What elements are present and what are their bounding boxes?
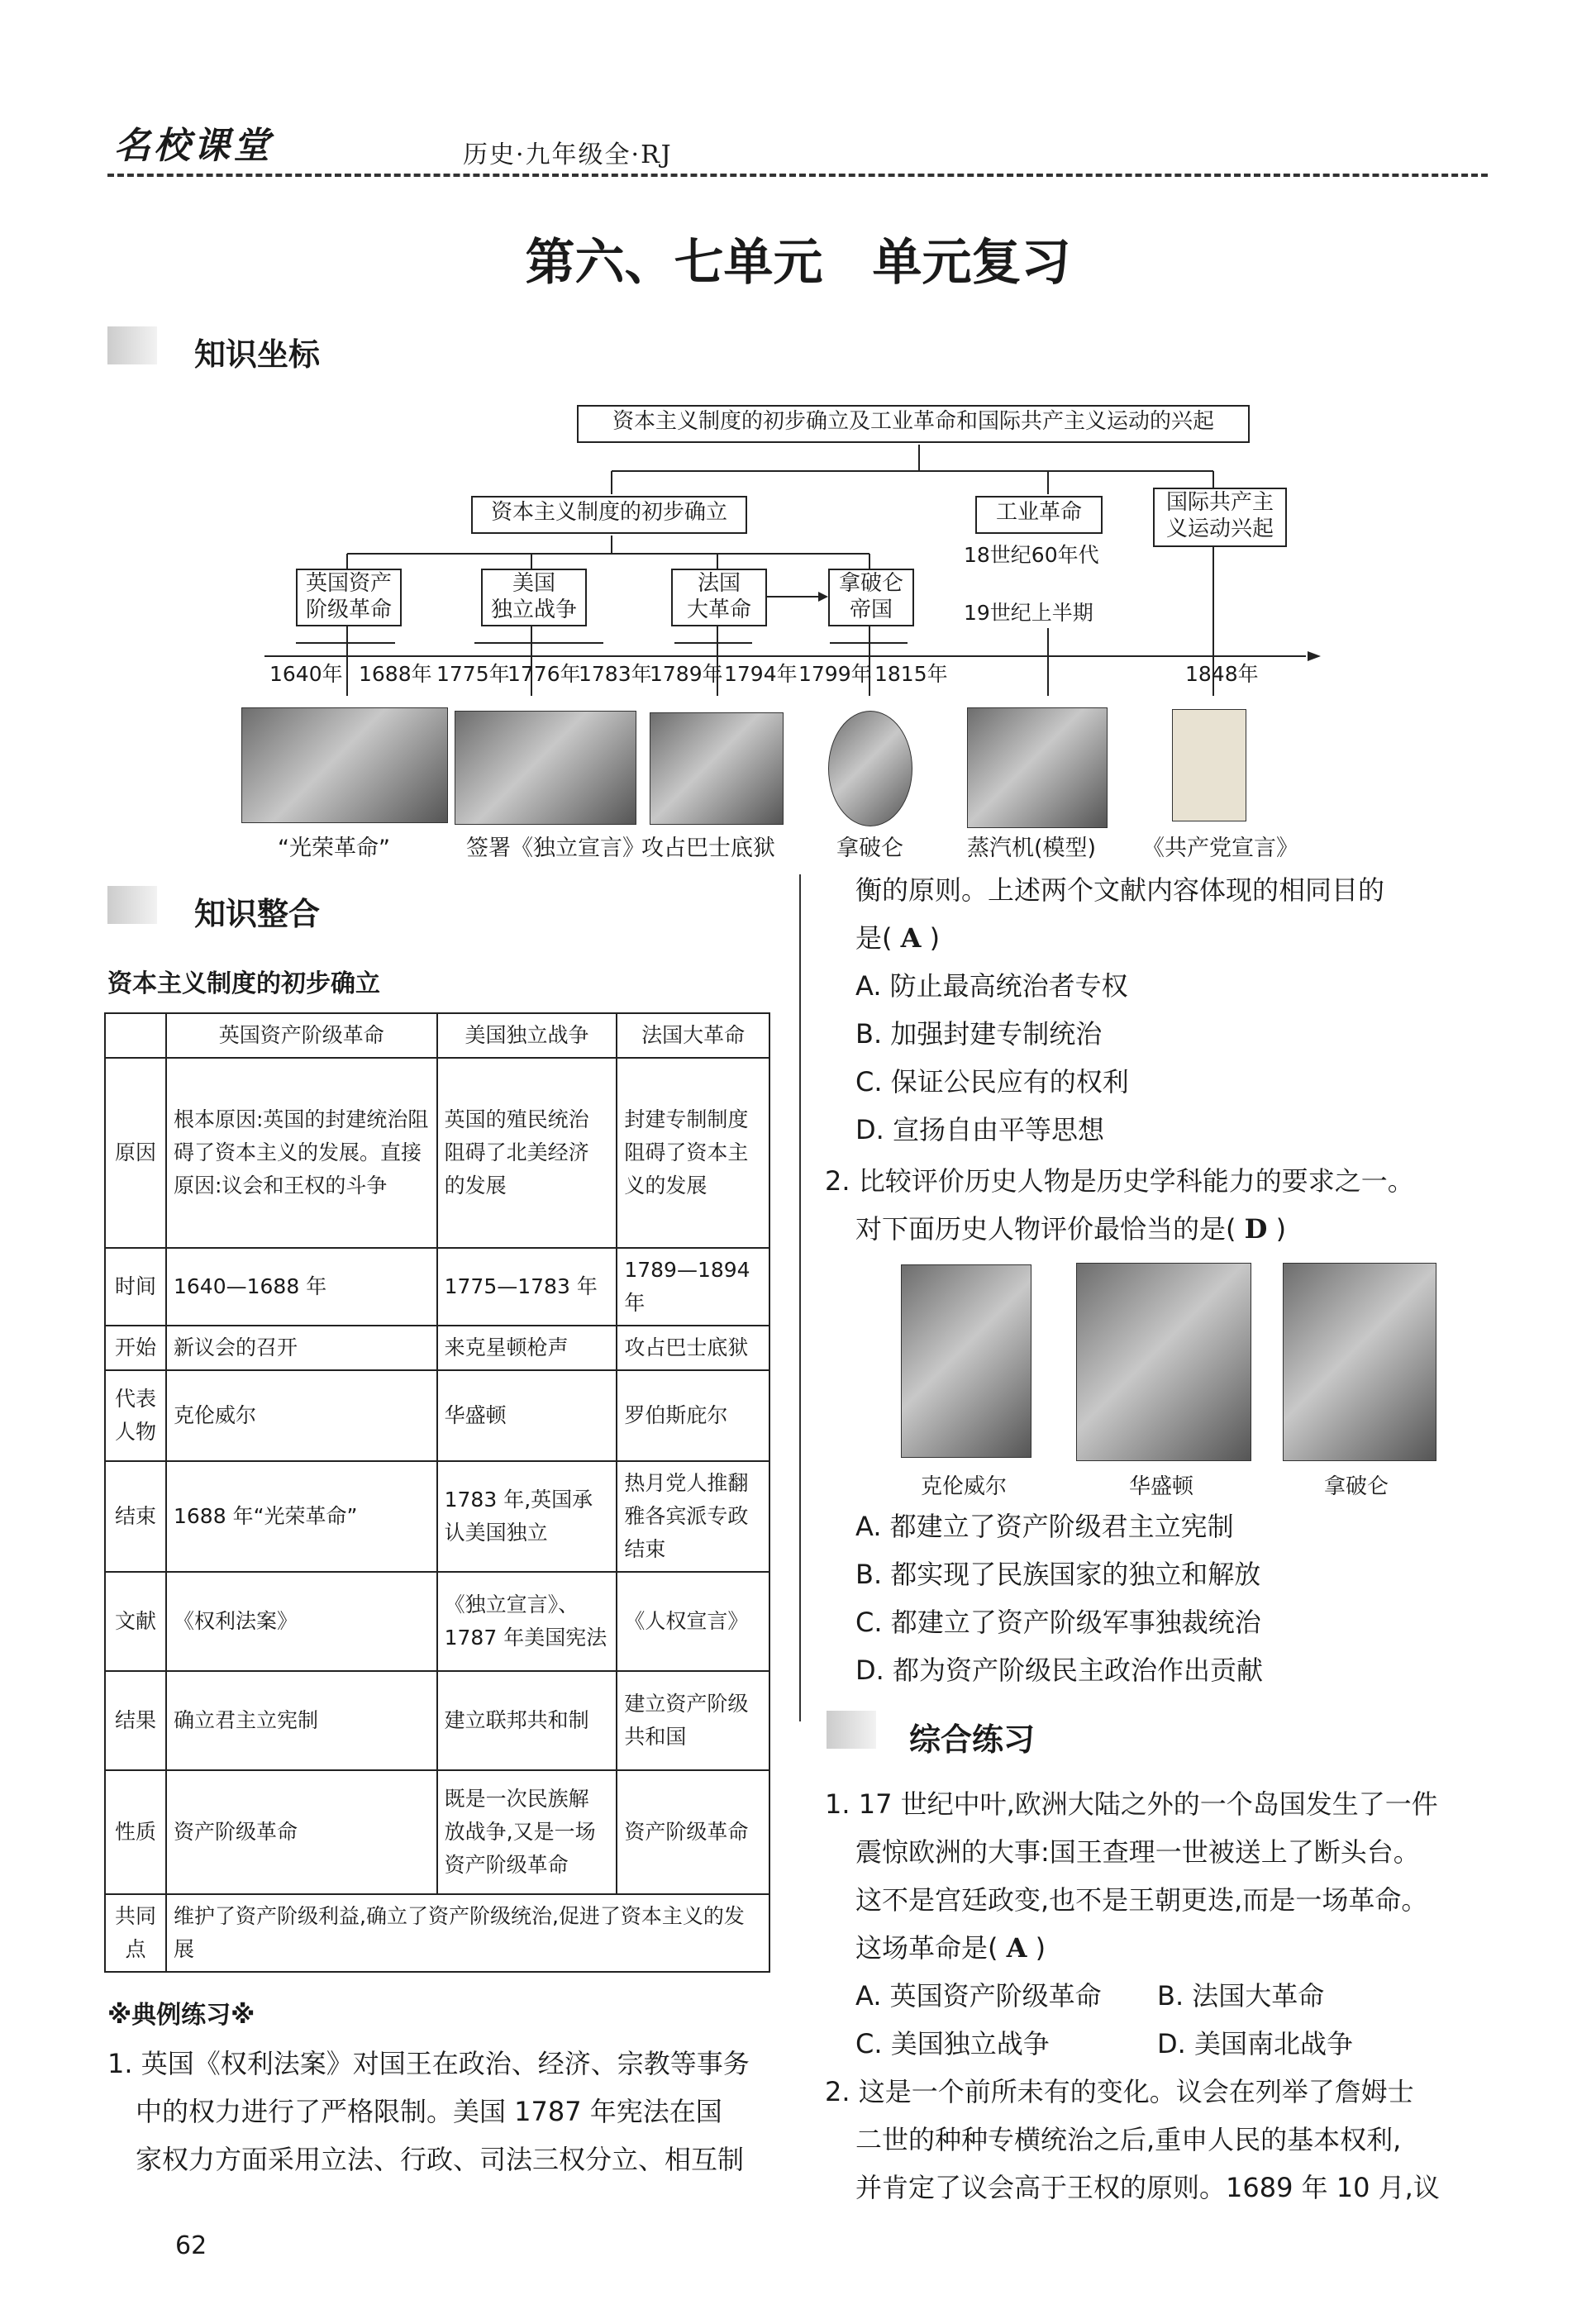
table-cell: 1783 年,英国承认美国独立	[437, 1461, 617, 1572]
q1-option: B. 加强封建专制统治	[855, 1018, 1103, 1050]
declaration-signing-image	[455, 711, 636, 825]
column-divider	[799, 874, 801, 1721]
diagram-leaf-napoleon	[828, 569, 914, 626]
year-label: 1799年	[798, 662, 872, 686]
p1-line: 震惊欧洲的大事:国王查理一世被送上了断头台。	[855, 1836, 1420, 1868]
q1-option: A. 防止最高统治者专权	[855, 970, 1128, 1002]
table-cell: 资产阶级革命	[166, 1770, 437, 1894]
table-heading: 资本主义制度的初步确立	[107, 969, 380, 998]
glorious-revolution-image	[241, 707, 448, 823]
header-subject: 历史·九年级全·RJ	[463, 140, 673, 169]
cromwell-portrait	[901, 1264, 1031, 1458]
row-label: 原因	[105, 1058, 166, 1248]
table-cell: 攻占巴士底狱	[617, 1326, 769, 1370]
comparison-table	[104, 1012, 770, 1973]
row-label: 开始	[105, 1326, 166, 1370]
table-cell: 封建专制制度阻碍了资本主义的发展	[617, 1058, 769, 1248]
portrait-caption: 拿破仑	[1324, 1474, 1389, 1499]
table-cell: 资产阶级革命	[617, 1770, 769, 1894]
table-cell: 来克星顿枪声	[437, 1326, 617, 1370]
table-cell: 罗伯斯庇尔	[617, 1370, 769, 1461]
knowledge-diagram	[0, 0, 1596, 727]
q2-option: C. 都建立了资产阶级军事独裁统治	[855, 1607, 1261, 1638]
napoleon-image	[828, 711, 912, 826]
table-cell: 《权利法案》	[166, 1572, 437, 1671]
table-cell: 华盛顿	[437, 1370, 617, 1461]
row-label: 文献	[105, 1572, 166, 1671]
year-label: 1794年	[724, 662, 798, 686]
washington-portrait	[1076, 1263, 1251, 1461]
diagram-root: 资本主义制度的初步确立及工业革命和国际共产主义运动的兴起	[577, 405, 1250, 443]
q2-answer: D	[1244, 1213, 1268, 1245]
page-title: 第六、七单元 单元复习	[525, 234, 1071, 292]
bastille-image	[650, 712, 784, 825]
p1-option: C. 美国独立战争	[855, 2028, 1050, 2059]
table-cell: 1688 年“光荣革命”	[166, 1461, 437, 1572]
row-label: 结果	[105, 1671, 166, 1770]
caption: “光荣革命”	[278, 836, 390, 861]
section-mark-icon	[827, 1711, 876, 1749]
q2-stem: 对下面历史人物评价最恰当的是(	[855, 1213, 1236, 1245]
caption: 蒸汽机(模型)	[967, 836, 1097, 861]
p1-line: 1. 17 世纪中叶,欧洲大陆之外的一个岛国发生了一件	[825, 1788, 1438, 1820]
row-label: 性质	[105, 1770, 166, 1894]
portrait-caption: 华盛顿	[1129, 1474, 1194, 1499]
column-header: 法国大革命	[617, 1013, 769, 1058]
p1-option: B. 法国大革命	[1157, 1980, 1325, 2012]
p1-option: A. 英国资产阶级革命	[855, 1980, 1102, 2012]
year-label: 1783年	[579, 662, 652, 686]
industrial-note-2: 19世纪上半期	[964, 601, 1093, 625]
diagram-leaf-england	[296, 569, 402, 626]
table-cell: 热月党人推翻雅各宾派专政结束	[617, 1461, 769, 1572]
caption: 拿破仑	[836, 836, 903, 861]
leaf-line: 英国资产	[305, 571, 392, 596]
q2-option: D. 都为资产阶级民主政治作出贡献	[855, 1655, 1263, 1686]
year-label: 1848年	[1185, 662, 1259, 686]
common-cell: 维护了资产阶级利益,确立了资产阶级统治,促进了资本主义的发展	[166, 1894, 769, 1972]
table-cell: 建立联邦共和制	[437, 1671, 617, 1770]
header-brand: 名校课堂	[114, 125, 273, 167]
caption: 攻占巴士底狱	[641, 836, 775, 861]
q2-option: B. 都实现了民族国家的独立和解放	[855, 1559, 1261, 1590]
communist-manifesto-image	[1172, 709, 1246, 821]
q2-line2: 对下面历史人物评价最恰当的是( D )	[855, 1213, 1287, 1245]
industrial-note-1: 18世纪60年代	[964, 543, 1099, 567]
leaf-line: 美国	[512, 571, 555, 596]
column-header: 美国独立战争	[437, 1013, 617, 1058]
year-label: 1775年	[436, 662, 510, 686]
p1-option: D. 美国南北战争	[1157, 2028, 1353, 2059]
row-label: 时间	[105, 1248, 166, 1326]
table-cell: 1775—1783 年	[437, 1248, 617, 1326]
row-label: 代表人物	[105, 1370, 166, 1461]
table-cell: 根本原因:英国的封建统治阻碍了资本主义的发展。直接原因:议会和王权的斗争	[166, 1058, 437, 1248]
table-cell: 新议会的召开	[166, 1326, 437, 1370]
diagram-branch-capitalism: 资本主义制度的初步确立	[471, 496, 747, 534]
branch3-line2: 义运动兴起	[1165, 517, 1274, 541]
table-cell: 确立君主立宪制	[166, 1671, 437, 1770]
napoleon-portrait	[1283, 1263, 1436, 1461]
example-q1-line: 家权力方面采用立法、行政、司法三权分立、相互制	[136, 2144, 745, 2175]
p2-line: 并肯定了议会高于王权的原则。1689 年 10 月,议	[855, 2172, 1440, 2203]
q2-line1: 2. 比较评价历史人物是历史学科能力的要求之一。	[825, 1165, 1414, 1197]
q1-stem-end: 是( A )	[855, 922, 941, 954]
section-mark-icon	[107, 886, 157, 924]
year-label: 1776年	[507, 662, 581, 686]
steam-engine-image	[967, 707, 1108, 828]
p1-paren: 这场革命是(	[855, 1932, 998, 1964]
row-label: 共同点	[105, 1894, 166, 1972]
q1-option: C. 保证公民应有的权利	[855, 1066, 1129, 1097]
example-q1-line: 1. 英国《权利法案》对国王在政治、经济、宗教等事务	[107, 2048, 750, 2079]
table-cell: 既是一次民族解放战争,又是一场资产阶级革命	[437, 1770, 617, 1894]
section-practice-title: 综合练习	[909, 1721, 1036, 1758]
p1-stem-end: 这场革命是( A )	[855, 1932, 1046, 1964]
leaf-line: 独立战争	[490, 598, 577, 622]
diagram-leaf-france	[671, 569, 767, 626]
p1-answer: A	[1006, 1932, 1027, 1964]
p1-line: 这不是宫廷政变,也不是王朝更迭,而是一场革命。	[855, 1884, 1428, 1916]
portrait-caption: 克伦威尔	[921, 1474, 1008, 1499]
table-cell: 建立资产阶级共和国	[617, 1671, 769, 1770]
column-header: 英国资产阶级革命	[166, 1013, 437, 1058]
table-cell: 英国的殖民统治阻碍了北美经济的发展	[437, 1058, 617, 1248]
table-cell: 克伦威尔	[166, 1370, 437, 1461]
caption: 签署《独立宣言》	[466, 836, 645, 861]
q1-paren: 是(	[855, 922, 893, 954]
p2-line: 二世的种种专横统治之后,重申人民的基本权利,	[855, 2124, 1402, 2155]
p2-line: 2. 这是一个前所未有的变化。议会在列举了詹姆士	[825, 2076, 1414, 2107]
year-label: 1789年	[650, 662, 723, 686]
q1-option: D. 宣扬自由平等思想	[855, 1114, 1104, 1145]
q1-continuation: 衡的原则。上述两个文献内容体现的相同目的	[855, 874, 1385, 906]
page-number: 62	[175, 2231, 207, 2260]
diagram-branch-communist	[1153, 488, 1287, 547]
caption: 《共产党宣言》	[1142, 836, 1298, 861]
table-cell: 1640—1688 年	[166, 1248, 437, 1326]
q2-option: A. 都建立了资产阶级君主立宪制	[855, 1511, 1234, 1542]
branch3-line1: 国际共产主	[1165, 490, 1274, 515]
section-integration-title: 知识整合	[194, 896, 321, 932]
table-cell: 1789—1894 年	[617, 1248, 769, 1326]
leaf-line: 法国	[697, 571, 741, 596]
row-label: 结束	[105, 1461, 166, 1572]
diagram-leaf-america	[481, 569, 587, 626]
example-q1-line: 中的权力进行了严格限制。美国 1787 年宪法在国	[136, 2096, 722, 2127]
corner-cell	[105, 1013, 166, 1058]
diagram-branch-industrial: 工业革命	[975, 496, 1103, 534]
q1-answer: A	[900, 922, 922, 954]
leaf-line: 阶级革命	[305, 598, 392, 622]
year-label: 1815年	[874, 662, 948, 686]
examples-heading: ※典例练习※	[107, 2001, 255, 2030]
leaf-line: 帝国	[849, 598, 893, 622]
section-coordinate-title: 知识坐标	[194, 336, 321, 373]
leaf-line: 大革命	[686, 598, 751, 622]
leaf-line: 拿破仑	[838, 571, 903, 596]
year-label: 1688年	[359, 662, 432, 686]
year-label: 1640年	[269, 662, 343, 686]
table-cell: 《人权宣言》	[617, 1572, 769, 1671]
table-cell: 《独立宣言》、1787 年美国宪法	[437, 1572, 617, 1671]
